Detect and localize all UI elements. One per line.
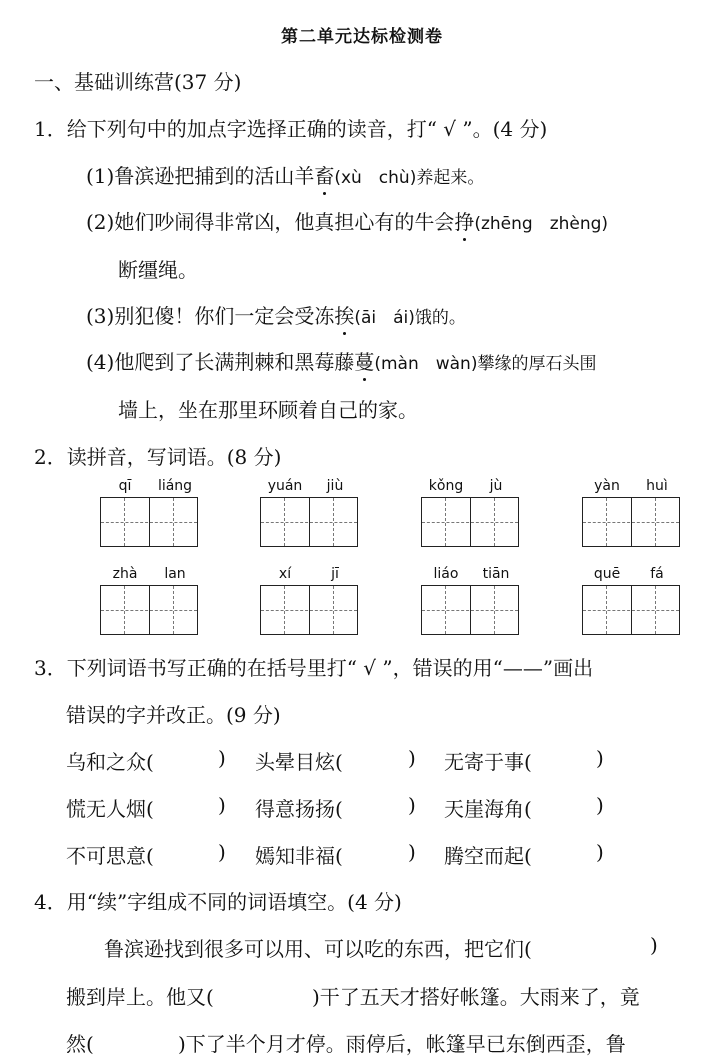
dotted-char: 挣 <box>454 206 474 235</box>
q1-item-4-cont: 墙上，坐在那里环顾着自己的家。 <box>118 398 418 422</box>
dotted-char: 蔓 <box>354 346 374 375</box>
question-3-stem-cont: 错误的字并改正。(9 分) <box>66 703 281 727</box>
section-heading: 一、基础训练营(37 分) <box>34 70 242 94</box>
q1-item-4: (4)他爬到了长满荆棘和黑莓藤蔓(màn wàn)攀缘的厚石头围 <box>86 346 596 375</box>
answer-paren[interactable]: ) <box>218 793 226 817</box>
answer-paren[interactable]: ) <box>218 746 226 770</box>
idiom-item: 天崖海角( <box>444 797 532 821</box>
idiom-item: 不可思意( <box>66 844 154 868</box>
writing-grid[interactable] <box>100 585 198 635</box>
fill-in-text: 搬到岸上。他又( <box>66 985 214 1009</box>
writing-grid[interactable] <box>582 497 680 547</box>
answer-paren[interactable]: ) <box>218 840 226 864</box>
writing-grid[interactable] <box>260 585 358 635</box>
writing-grid[interactable] <box>582 585 680 635</box>
q1-item-2: (2)她们吵闹得非常凶，他真担心有的牛会挣(zhēng zhèng) <box>86 206 608 235</box>
question-2-stem: 2．读拼音，写词语。(8 分) <box>34 445 282 469</box>
q1-item-3: (3)别犯傻！你们一定会受冻挨(āi ái)饿的。 <box>86 300 466 329</box>
answer-paren[interactable]: ) <box>650 933 658 957</box>
answer-paren[interactable]: ) <box>596 840 604 864</box>
answer-paren[interactable]: ) <box>596 746 604 770</box>
q1-item-1: (1)鲁滨逊把捕到的活山羊畜(xù chù)养起来。 <box>86 160 484 189</box>
fill-in-text: )干了五天才搭好帐篷。大雨来了，竟 <box>312 985 640 1009</box>
question-3-stem: 3．下列词语书写正确的在括号里打“ √ ”，错误的用“——”画出 <box>34 656 594 680</box>
q1-item-2-cont: 断缰绳。 <box>118 258 198 282</box>
idiom-item: 腾空而起( <box>444 844 532 868</box>
answer-paren[interactable]: ) <box>408 840 416 864</box>
writing-grid[interactable] <box>100 497 198 547</box>
fill-in-text: 然( <box>66 1032 94 1056</box>
writing-grid[interactable] <box>421 497 519 547</box>
answer-paren[interactable]: ) <box>408 746 416 770</box>
page-title: 第二单元达标检测卷 <box>281 27 443 47</box>
dotted-char: 挨 <box>334 300 354 329</box>
writing-grid[interactable] <box>421 585 519 635</box>
idiom-item: 得意扬扬( <box>255 797 343 821</box>
fill-in-text: 鲁滨逊找到很多可以用、可以吃的东西，把它们( <box>104 937 532 961</box>
answer-paren[interactable]: ) <box>596 793 604 817</box>
writing-grid[interactable] <box>260 497 358 547</box>
idiom-item: 慌无人烟( <box>66 797 154 821</box>
question-1-stem: 1．给下列句中的加点字选择正确的读音，打“ √ ”。(4 分) <box>34 117 548 141</box>
idiom-item: 无寄于事( <box>444 750 532 774</box>
idiom-item: 乌和之众( <box>66 750 154 774</box>
question-4-stem: 4．用“续”字组成不同的词语填空。(4 分) <box>34 890 402 914</box>
idiom-item: 头晕目炫( <box>255 750 343 774</box>
fill-in-text: )下了半个月才停。雨停后，帐篷早已东倒西歪，鲁 <box>178 1032 626 1056</box>
answer-paren[interactable]: ) <box>408 793 416 817</box>
idiom-item: 嫣知非福( <box>255 844 343 868</box>
dotted-char: 畜 <box>314 160 334 189</box>
